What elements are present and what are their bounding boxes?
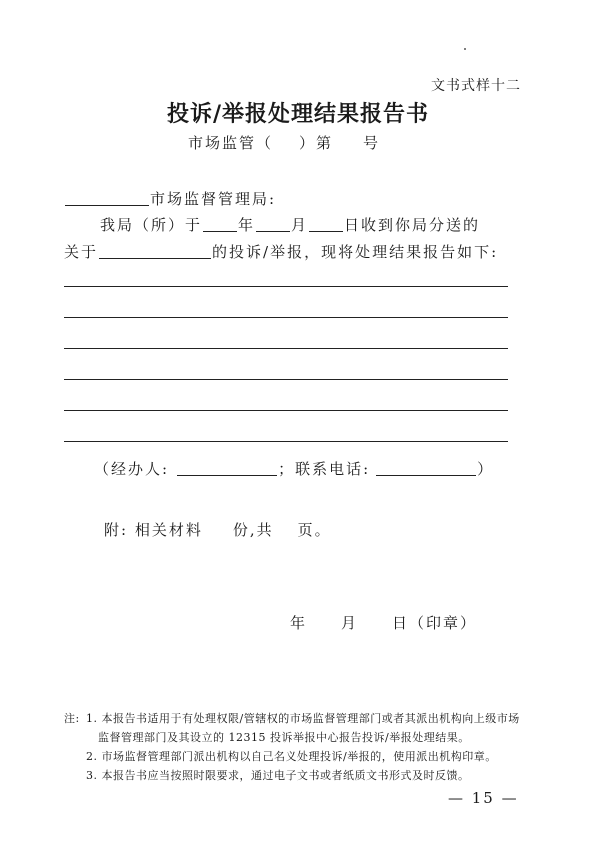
stamp-year: 年 bbox=[290, 614, 308, 632]
addressee-blank bbox=[65, 191, 149, 206]
receipt-intro: 我局（所）于 bbox=[100, 216, 203, 234]
day-blank bbox=[309, 217, 343, 232]
doc-no-suffix: 号 bbox=[363, 134, 381, 152]
form-template-label: 文书式样十二 bbox=[431, 78, 521, 94]
note-3: 3. 本报告书应当按照时限要求，通过电子文书或者纸质文书形式及时反馈。 bbox=[86, 769, 470, 782]
handler-close: ） bbox=[477, 460, 495, 478]
phone-label: ；联系电话: bbox=[278, 460, 371, 478]
handler-contact-line bbox=[94, 458, 494, 479]
attachment-label: 附: 相关材料 bbox=[104, 521, 203, 539]
attachment-copies: 份,共 bbox=[232, 521, 274, 539]
day-label: 日收到你局分送的 bbox=[344, 216, 481, 234]
note-2: 2. 市场监督管理部门派出机构以自己名义处理投诉/举报的，使用派出机构印章。 bbox=[86, 750, 497, 763]
report-content-line bbox=[64, 441, 508, 442]
month-blank bbox=[256, 217, 290, 232]
phone-blank bbox=[376, 461, 476, 476]
subject-intro: 关于 bbox=[64, 243, 99, 261]
year-label: 年 bbox=[238, 216, 256, 234]
date-stamp-line bbox=[290, 612, 477, 633]
year-blank bbox=[203, 217, 237, 232]
doc-no-mid: ）第 bbox=[299, 134, 334, 152]
report-content-line bbox=[64, 348, 508, 349]
notes-label: 注: bbox=[64, 712, 80, 725]
receipt-date-line bbox=[100, 214, 480, 235]
handler-name-blank bbox=[177, 461, 277, 476]
subject-blank bbox=[99, 244, 211, 259]
attachment-line bbox=[104, 519, 332, 540]
report-content-line bbox=[64, 317, 508, 318]
note-1-continued: 监督管理部门及其设立的 12315 投诉举报中心报告投诉/举报处理结果。 bbox=[98, 731, 470, 744]
report-content-line bbox=[64, 379, 508, 380]
note-1: 1. 本报告书适用于有处理权限/管辖权的市场监督管理部门或者其派出机构向上级市场 bbox=[86, 712, 520, 725]
stamp-day-seal: 日（印章） bbox=[392, 614, 478, 632]
subject-text: 的投诉/举报，现将处理结果报告如下: bbox=[212, 243, 499, 261]
stamp-month: 月 bbox=[341, 614, 359, 632]
subject-line bbox=[64, 241, 498, 262]
scan-speck bbox=[464, 48, 466, 50]
report-content-line bbox=[64, 286, 508, 287]
attachment-pages: 页。 bbox=[297, 521, 332, 539]
document-title: 投诉/举报处理结果报告书 bbox=[166, 101, 430, 127]
addressee-text: 市场监督管理局: bbox=[150, 190, 277, 208]
report-content-line bbox=[64, 410, 508, 411]
addressee-line bbox=[64, 188, 276, 209]
month-label: 月 bbox=[291, 216, 309, 234]
document-number-line bbox=[188, 132, 380, 153]
doc-no-prefix: 市场监管（ bbox=[188, 134, 274, 152]
handler-label: （经办人: bbox=[94, 460, 170, 478]
page-number: — 15 — bbox=[448, 789, 519, 807]
